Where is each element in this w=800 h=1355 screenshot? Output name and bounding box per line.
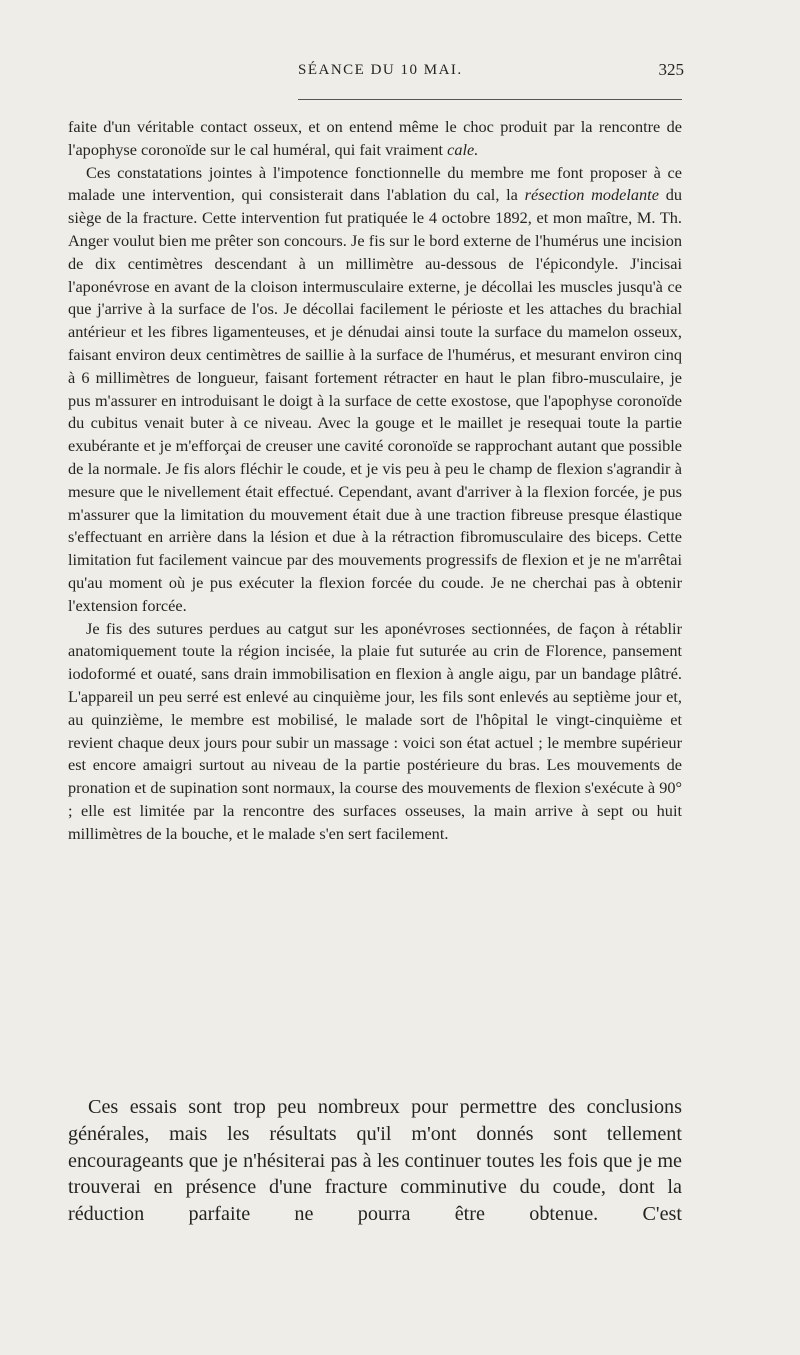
paragraph-1 bbox=[68, 116, 682, 162]
paragraph-2-italic: résection modelante bbox=[524, 185, 659, 205]
conclusion-text bbox=[68, 1094, 682, 1228]
header-rule bbox=[298, 99, 682, 100]
conclusion-paragraph: Ces essais sont trop peu nombreux pour permettre des conclusions générales, mais les résultats qu'il m'ont donnés sont tellement encourageants que je n'hésiterai pas à les continuer toutes les fois que je me trouverai en présence d'une fracture comminutive du coude, dont la réduction parfaite ne pourra être obtenue. C'est bbox=[68, 1096, 682, 1226]
paragraph-2-text-b: du siège de la fracture. Cette intervention fut pratiquée le 4 octobre 1892, et mon maître, M. Th. Anger voulut bien me prêter son concours. Je fis sur le bord externe de l'humérus une incision de dix centimètres descendant à un millimètre au-dessous de l'épicondyle. J'incisai l'aponévrose en avant de la cloison intermusculaire externe, je décollai les muscles jusqu'à ce que j'arrive à la surface de l'os. Je décollai facilement le périoste et les attaches du brachial antérieur et les fibres ligamenteuses, et je dénudai ainsi toute la surface du mamelon osseux, faisant environ deux centimètres de saillie à la surface de l'humérus, et mesurant environ cinq à 6 millimètres de longueur, faisant fortement rétracter en haut le plan fibro-musculaire, je pus m'assurer en introduisant le doigt à la surface de cette exostose, que l'apophyse coronoïde du cubitus venait buter à ce niveau. Avec la gouge et le maillet je resequai toute la partie exubérante et je m'efforçai de creuser une cavité coronoïde se rapprochant autant que possible de la normale. Je fis alors fléchir le coude, et je vis peu à peu le champ de flexion s'agrandir à mesure que le nivellement était effectué. Cependant, avant d'arriver à la flexion forcée, je pus m'assurer que la limitation du mouvement était due à une traction fibreuse presque élastique s'effectuant en arrière dans la lésion et due à la rétraction fibromusculaire des biceps. Cette limitation fut facilement vaincue par des mouvements progressifs de flexion et je ne m'arrêtai qu'au moment où je pus exécuter la flexion forcée du coude. Je ne cherchai pas à obtenir l'extension forcée. bbox=[68, 185, 682, 615]
paragraph-3 bbox=[68, 618, 682, 846]
paragraph-1-text: faite d'un véritable contact osseux, et on entend même le choc produit par la rencontre de l'apophyse coronoïde sur le cal huméral, qui fait vraiment bbox=[68, 117, 682, 159]
running-title: SÉANCE DU 10 MAI. bbox=[298, 62, 463, 78]
paragraph-2-text-a: Ces constatations jointes à l'impotence fonctionnelle du membre me font proposer à ce malade une intervention, qui consisterait dans l'ablation du cal, la bbox=[68, 162, 682, 205]
page-header bbox=[70, 60, 684, 84]
page-number: 325 bbox=[658, 60, 684, 79]
paragraph-2 bbox=[68, 162, 682, 618]
case-report-text bbox=[68, 116, 682, 846]
paragraph-1-italic: cale. bbox=[447, 139, 479, 159]
paragraph-3-text: Je fis des sutures perdues au catgut sur les aponévroses sectionnées, de façon à rétablir anatomiquement toute la région incisée, la plaie fut suturée au crin de Florence, pansement iodoformé et ouaté, sans drain immobilisation en flexion à angle aigu, par un bandage plâtré. L'appareil un peu serré est enlevé au cinquième jour, les fils sont enlevés au septième jour et, au quinzième, le membre est mobilisé, le malade sort de l'hôpital le vingt-cinquième et revient chaque deux jours pour subir un massage : voici son état actuel ; le membre supérieur est encore amaigri surtout au niveau de la partie postérieure du bras. Les mouvements de pronation et de supination sont normaux, la course des mouvements de flexion s'exécute à 90° ; elle est limitée par la rencontre des surfaces osseuses, la main arrive à sept ou huit millimètres de la bouche, et le malade s'en sert facilement. bbox=[68, 618, 682, 843]
